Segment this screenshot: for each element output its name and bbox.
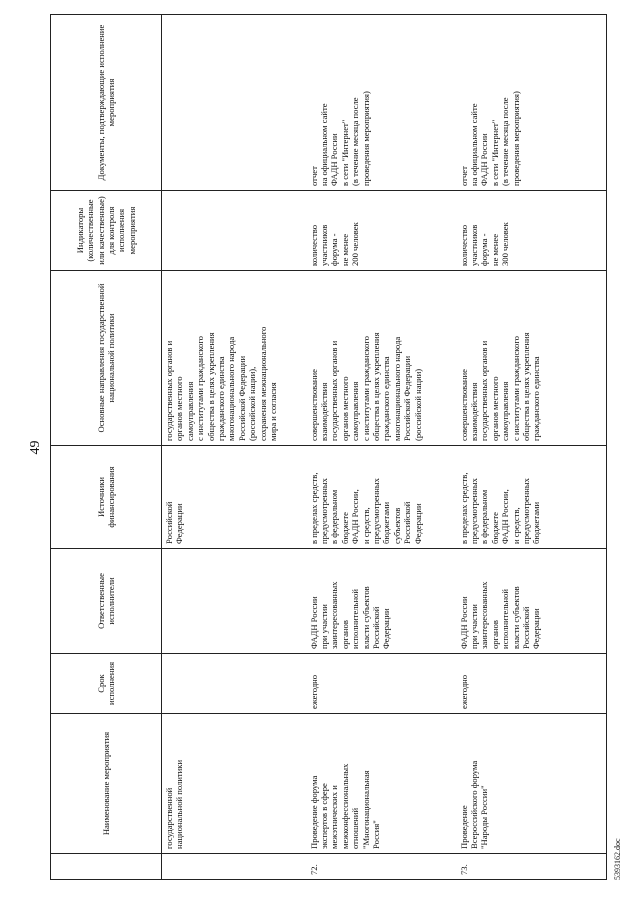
header-term: Срок исполнения <box>51 654 162 714</box>
header-executors: Ответственные исполнители <box>51 549 162 654</box>
table-row <box>307 15 457 880</box>
row-financing: в пределах средств, предусмотренных в федеральном бюджете ФАДН России, и средств, предусмотренных бюджетами субъектов Российской Федерации <box>307 446 457 549</box>
row-documents: отчет на официальном сайте ФАДН России в сети "Интернет" (в течение месяца после проведения мероприятия) <box>457 15 607 191</box>
row-name: государственной национальной политики <box>162 714 307 854</box>
row-name: Проведение Всероссийского форума "Народы России" <box>457 714 607 854</box>
row-documents: отчет на официальном сайте ФАДН России в сети "Интернет" (в течение месяца после проведения мероприятия) <box>307 15 457 191</box>
header-indicators: Индикаторы (количественные или качественные) для контроля исполнения мероприятия <box>51 191 162 271</box>
row-directions: совершенствование взаимодействия государственных органов и органов местного самоуправления с институтами гражданского общества в целях укрепления гражданского единства <box>457 271 607 446</box>
header-directions: Основные направления государственной национальной политики <box>51 271 162 446</box>
row-executors <box>162 549 307 654</box>
row-indicators: количество участников форума - не менее 300 человек <box>457 191 607 271</box>
page-number: 49 <box>28 440 43 455</box>
row-num: 73. <box>457 854 607 880</box>
row-financing: Российской Федерации <box>162 446 307 549</box>
rotated-page <box>20 15 620 880</box>
row-term: ежегодно <box>307 654 457 714</box>
table-row <box>162 15 307 880</box>
table-row <box>457 15 607 880</box>
footer-filename: 5393162.doc <box>613 838 622 880</box>
row-executors: ФАДН России при участии заинтересованных органов исполнительной власти субъектов Российской Федерации <box>457 549 607 654</box>
row-num: 72. <box>307 854 457 880</box>
header-num <box>51 854 162 880</box>
row-directions: совершенствование взаимодействия государственных органов и органов местного самоуправления с институтами гражданского общества в целях укрепления гражданского единства многонационального народа Российской Федерации (российской нации) <box>307 271 457 446</box>
row-directions: государственных органов и органов местного самоуправления с институтами гражданского общества в целях укрепления гражданского единства многонационального народа Российской Федерации (российской нации), сохранения межнационального мира и согласия <box>162 271 307 446</box>
row-indicators <box>162 191 307 271</box>
row-indicators: количество участников форума - не менее 200 человек <box>307 191 457 271</box>
header-documents: Документы, подтверждающие исполнение мероприятия <box>51 15 162 191</box>
row-financing: в пределах средств, предусмотренных в федеральном бюджете ФАДН России, и средств, предусмотренных бюджетами <box>457 446 607 549</box>
row-executors: ФАДН России при участии заинтересованных органов исполнительной власти субъектов Российской Федерации <box>307 549 457 654</box>
row-name: Проведение форума экспертов в сфере межэтнических и межконфессиональных отношений "Многонациональная Россия" <box>307 714 457 854</box>
row-term <box>162 654 307 714</box>
header-name: Наименование мероприятия <box>51 714 162 854</box>
table-header-row <box>51 15 162 880</box>
row-num <box>162 854 307 880</box>
row-documents <box>162 15 307 191</box>
row-term: ежегодно <box>457 654 607 714</box>
measures-table <box>50 14 607 880</box>
header-financing: Источники финансирования <box>51 446 162 549</box>
